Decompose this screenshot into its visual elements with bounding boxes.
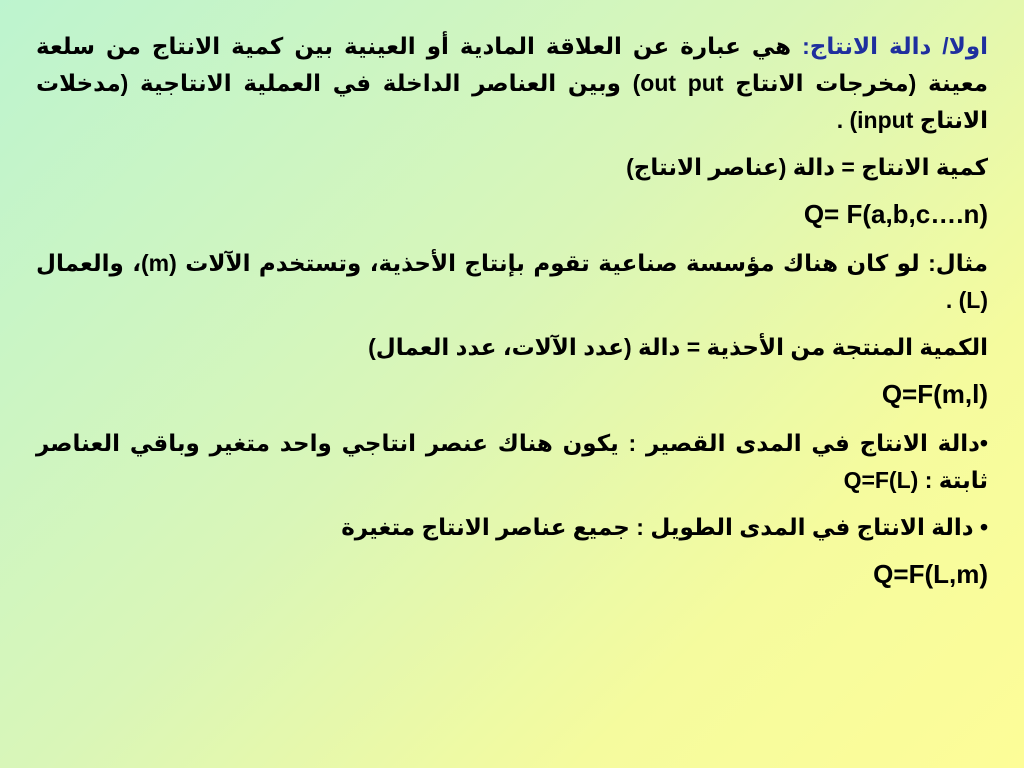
example-formula: Q=F(m,l) xyxy=(881,379,988,409)
example-text-b: )، والعمال ( xyxy=(36,250,988,313)
short-run-text: •دالة الانتاج في المدى القصير : يكون هناك عنصر انتاجي واحد متغير وباقي العناصر ثابتة : xyxy=(36,430,988,493)
definition-text-c: ) . xyxy=(836,107,858,133)
term-input: input xyxy=(857,107,914,133)
example-function-text: الكمية المنتجة من الأحذية = دالة (عدد الآلات، عدد العمال) xyxy=(368,334,988,360)
variable-m: m xyxy=(148,250,170,276)
example-text-a: مثال: لو كان هناك مؤسسة صناعية تقوم بإنتاج الأحذية، وتستخدم الآلات ( xyxy=(169,250,988,276)
definition-text-b: ) وبين العناصر الداخلة في العملية الانتاجية (مدخلات الانتاج xyxy=(36,70,988,133)
example-paragraph xyxy=(36,245,988,319)
example-text-c: ) . xyxy=(945,287,967,313)
slide-content xyxy=(36,28,988,605)
short-run-paragraph xyxy=(36,425,988,499)
definition-text-a: هي عبارة عن العلاقة المادية أو العينية بين كمية الانتاج من سلعة معينة (مخرجات الانتاج xyxy=(36,33,988,96)
long-run-formula: Q=F(L,m) xyxy=(873,559,988,589)
term-output: out put xyxy=(640,70,724,96)
long-run-text: • دالة الانتاج في المدى الطويل : جميع عناصر الانتاج متغيرة xyxy=(341,514,988,540)
section-heading: اولا/ دالة الانتاج: xyxy=(802,33,989,59)
general-formula: Q= F(a,b,c….n) xyxy=(803,199,988,229)
definition-paragraph xyxy=(36,28,988,139)
short-run-formula: Q=F(L) xyxy=(843,467,919,493)
variable-l: L xyxy=(966,287,981,313)
general-function-text: كمية الانتاج = دالة (عناصر الانتاج) xyxy=(626,154,988,180)
